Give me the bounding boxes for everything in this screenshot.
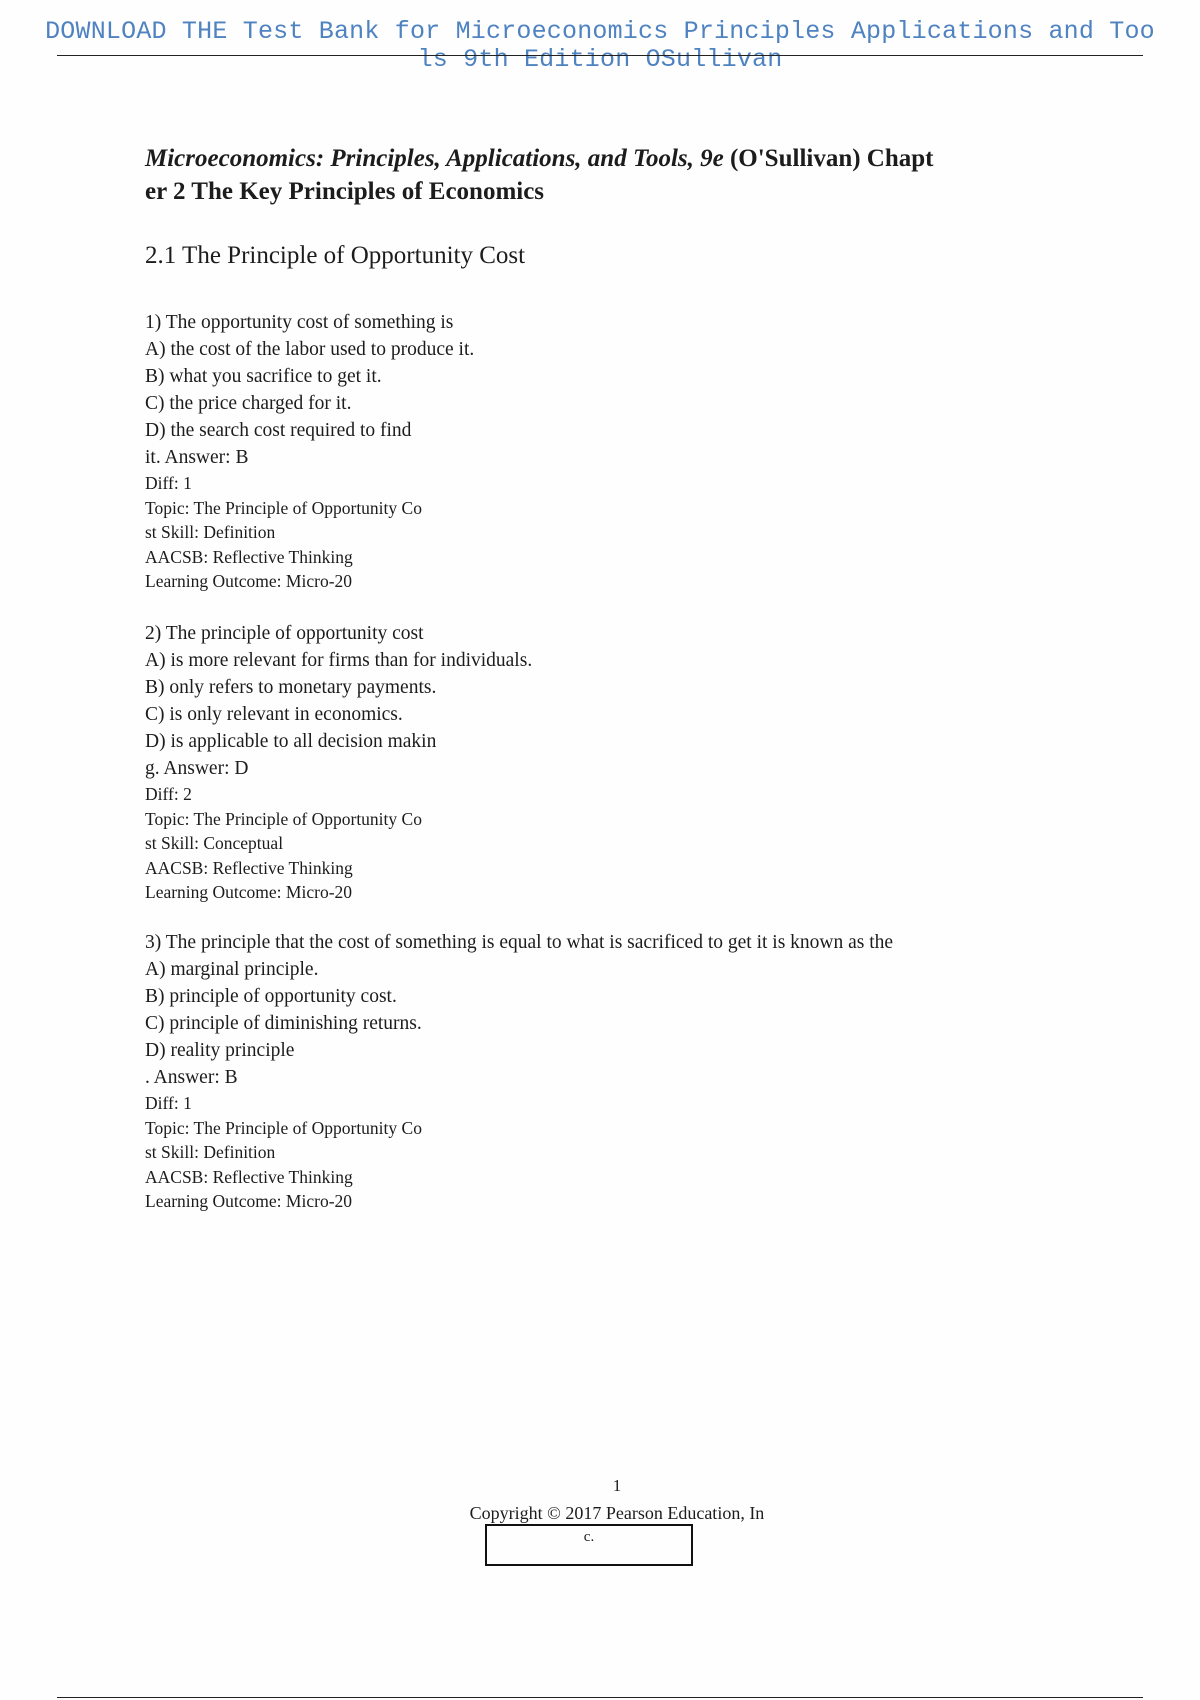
question-stem: 2) The principle of opportunity cost (145, 623, 424, 644)
aacsb: AACSB: Reflective Thinking (145, 857, 353, 878)
option-d: D) is applicable to all decision makin (145, 731, 437, 752)
answer-line: . Answer: B (145, 1067, 238, 1088)
author-chapter: (O'Sullivan) Chapt (723, 145, 934, 172)
difficulty: Diff: 2 (145, 784, 192, 804)
topic: Topic: The Principle of Opportunity Co (145, 1117, 422, 1138)
difficulty: Diff: 1 (145, 1093, 192, 1113)
question-stem: 1) The opportunity cost of something is (145, 312, 454, 333)
option-b: B) only refers to monetary payments. (145, 677, 437, 698)
section-heading: 2.1 The Principle of Opportunity Cost (145, 242, 526, 269)
document-title (145, 142, 1045, 208)
banner-line-1: DOWNLOAD THE Test Bank for Microeconomics Principles Applications and Too (45, 17, 1155, 46)
bottom-rule (57, 1697, 1143, 1698)
skill: st Skill: Definition (145, 1142, 276, 1162)
banner-underline (57, 55, 1143, 56)
topic: Topic: The Principle of Opportunity Co (145, 808, 422, 829)
question-block (145, 929, 1095, 1214)
skill: st Skill: Conceptual (145, 833, 284, 853)
option-a: A) the cost of the labor used to produce it. (145, 339, 475, 360)
chapter-title: er 2 The Key Principles of Economics (145, 178, 545, 205)
option-a: A) marginal principle. (145, 959, 319, 980)
question-block (145, 309, 1095, 594)
skill: st Skill: Definition (145, 522, 276, 542)
answer-line: it. Answer: B (145, 447, 249, 468)
option-b: B) principle of opportunity cost. (145, 986, 397, 1007)
question-stem: 3) The principle that the cost of something is equal to what is sacrificed to get it is known as the (145, 932, 894, 953)
question-block (145, 620, 1095, 905)
option-d: D) the search cost required to find (145, 420, 412, 441)
copyright-tail: c. (583, 1529, 595, 1545)
option-c: C) the price charged for it. (145, 393, 352, 414)
option-d: D) reality principle (145, 1040, 295, 1061)
book-title: Microeconomics: Principles, Applications, and Tools, 9e (145, 145, 724, 172)
page-number: 1 (612, 1476, 622, 1495)
learning-outcome: Learning Outcome: Micro-20 (145, 571, 353, 591)
learning-outcome: Learning Outcome: Micro-20 (145, 882, 353, 902)
difficulty: Diff: 1 (145, 473, 192, 493)
banner-line-2: ls 9th Edition OSullivan (417, 45, 783, 74)
copyright-notice: Copyright © 2017 Pearson Education, In (469, 1503, 765, 1523)
aacsb: AACSB: Reflective Thinking (145, 1166, 353, 1187)
download-banner-link[interactable] (0, 18, 1200, 74)
aacsb: AACSB: Reflective Thinking (145, 546, 353, 567)
option-a: A) is more relevant for firms than for individuals. (145, 650, 533, 671)
learning-outcome: Learning Outcome: Micro-20 (145, 1191, 353, 1211)
topic: Topic: The Principle of Opportunity Co (145, 497, 422, 518)
option-c: C) principle of diminishing returns. (145, 1013, 422, 1034)
option-b: B) what you sacrifice to get it. (145, 366, 382, 387)
option-c: C) is only relevant in economics. (145, 704, 403, 725)
answer-line: g. Answer: D (145, 758, 249, 779)
